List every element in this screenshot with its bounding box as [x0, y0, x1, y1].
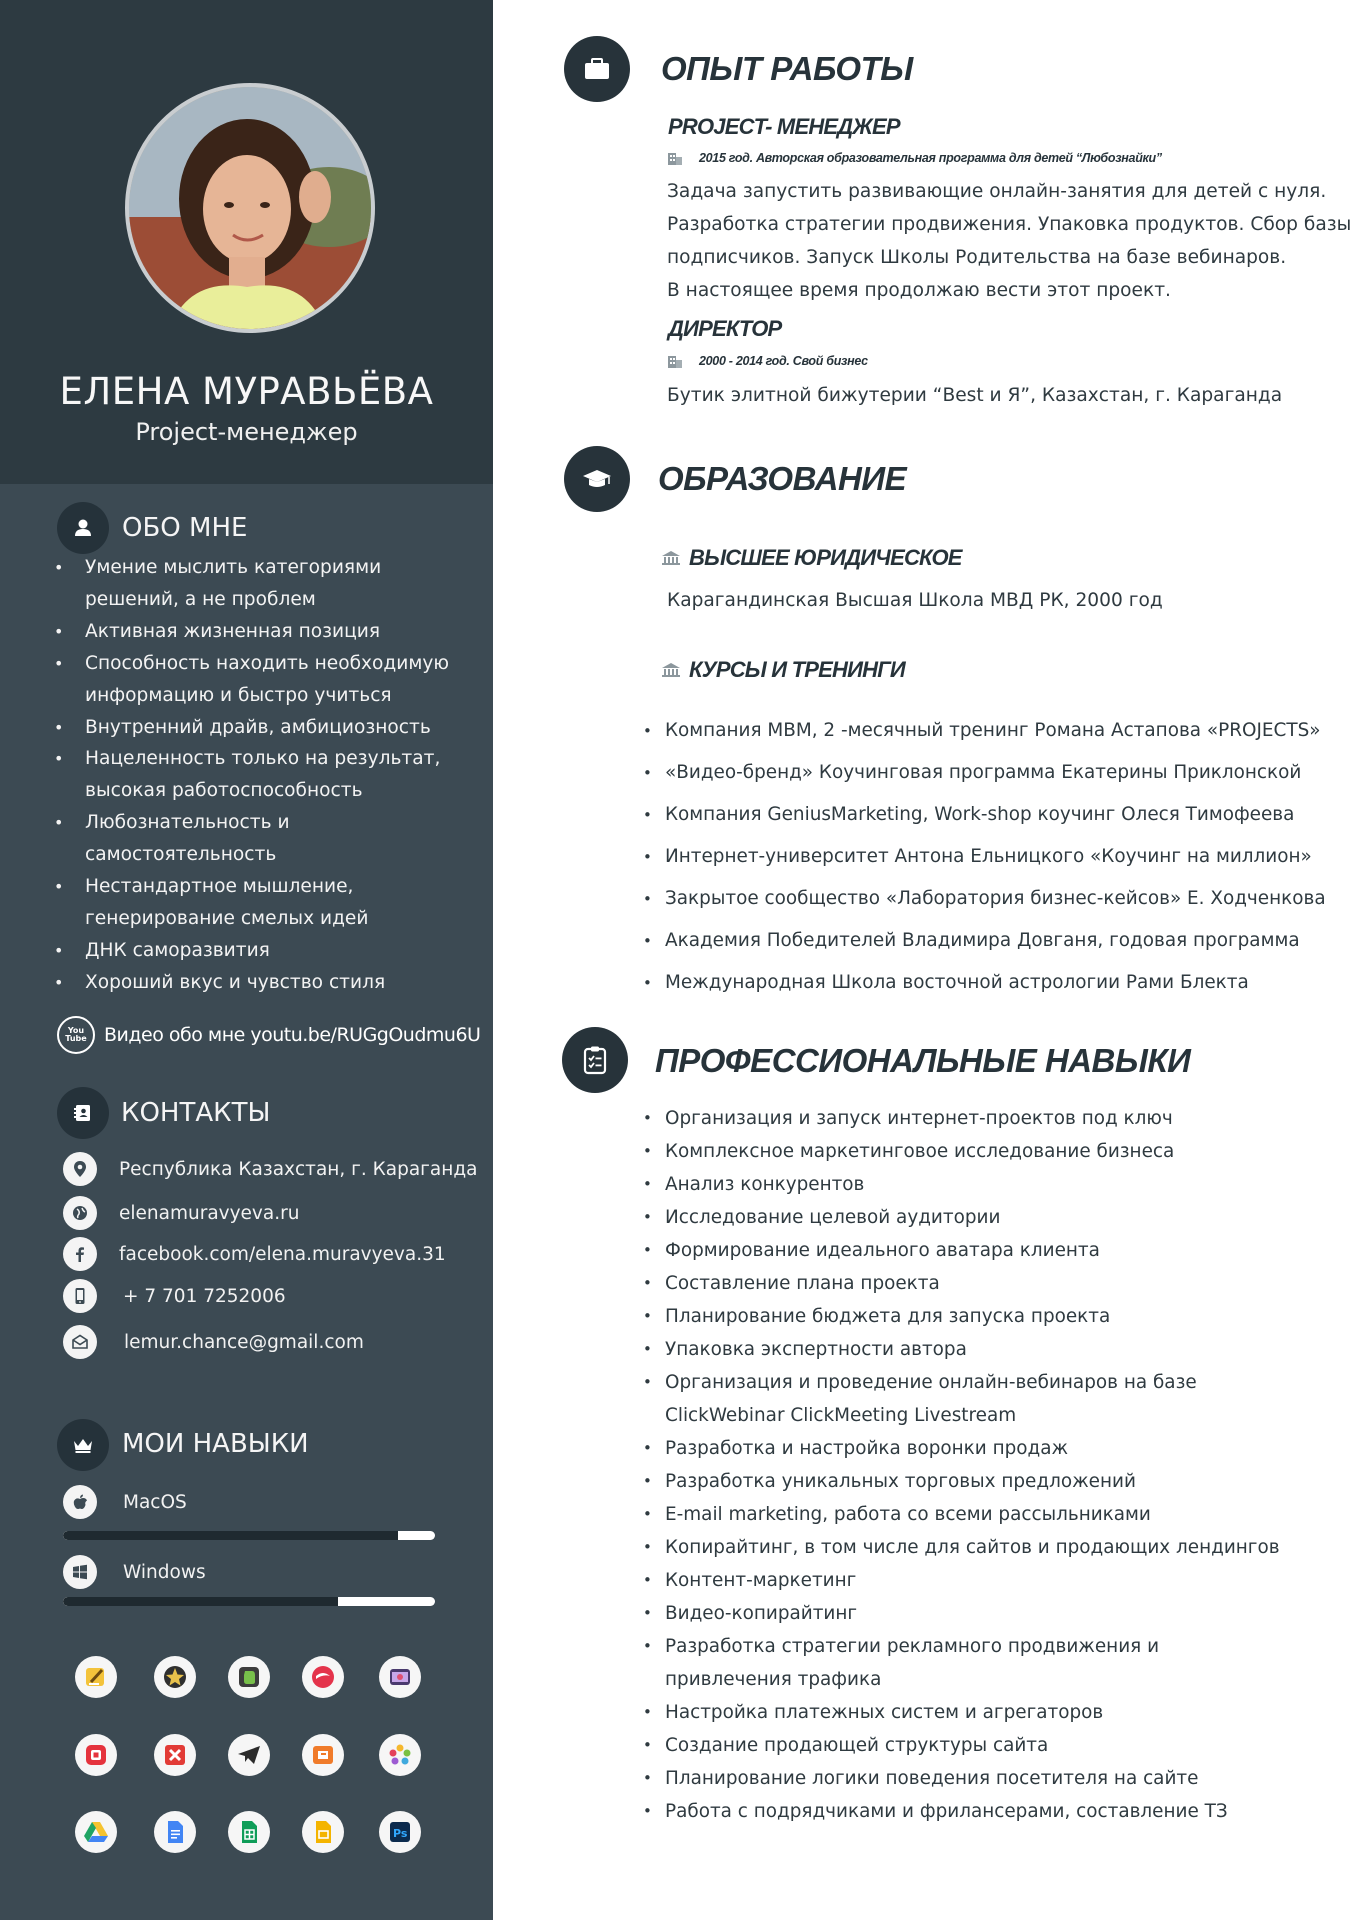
skill-bar-windows [63, 1597, 435, 1606]
list-item: • Упаковка экспертности автора [641, 1333, 1280, 1366]
skill-label: MacOS [123, 1491, 187, 1513]
job-description [667, 176, 1351, 308]
list-item: • E-mail marketing, работа со всеми рассыльниками [641, 1498, 1280, 1531]
pro-skills-list [641, 1102, 1280, 1828]
skill-windows [63, 1555, 206, 1589]
email-link[interactable]: lemur.chance@gmail.com [124, 1331, 364, 1353]
list-item: • Нестандартное мышление, генерирование смелых идей [54, 871, 474, 935]
list-item-line: привлечения трафика [665, 1669, 882, 1690]
text-line: Карагандинская Высшая Школа МВД РК, 2000 год [667, 590, 1163, 611]
xmind-icon [302, 1656, 344, 1698]
list-item: • ДНК саморазвития [54, 935, 474, 967]
list-item: • «Видео-бренд» Коучинговая программа Екатерины Приклонской [641, 752, 1326, 794]
list-item-line: Организация и проведение онлайн-вебинаров на базе [665, 1372, 1197, 1393]
list-item-line: Разработка стратегии рекламного продвижения и [665, 1636, 1160, 1657]
list-item: • Настройка платежных систем и агрегаторов [641, 1696, 1280, 1729]
list-item: • Разработка и настройка воронки продаж [641, 1432, 1280, 1465]
keynote-icon [75, 1734, 117, 1776]
list-item: • Контент-маркетинг [641, 1564, 1280, 1597]
person-role: Project-менеджер [135, 418, 358, 446]
email-icon [63, 1325, 97, 1359]
list-item: • Компания GeniusMarketing, Work-shop коучинг Олеся Тимофеева [641, 794, 1326, 836]
globe-icon [63, 1196, 97, 1230]
university-icon [661, 550, 681, 566]
skill-bar-macos [63, 1531, 435, 1540]
job-title: PROJECT- МЕНЕДЖЕР [668, 114, 900, 139]
skills-title: МОИ НАВЫКИ [122, 1429, 309, 1459]
experience-title: ОПЫТ РАБОТЫ [661, 50, 913, 87]
list-item: • Нацеленность только на результат, высокая работоспособность [54, 743, 474, 807]
photos-icon [379, 1734, 421, 1776]
contact-address [63, 1151, 478, 1187]
job-meta [667, 150, 1162, 166]
windows-icon [63, 1555, 97, 1589]
list-item: • Способность находить необходимую информацию и быстро учиться [54, 648, 474, 712]
facebook-icon [63, 1237, 97, 1271]
job-meta [667, 353, 868, 369]
list-item: • Умение мыслить категориями решений, а не проблем [54, 552, 474, 616]
text-line: Разработка стратегии продвижения. Упаковка продуктов. Сбор базы [667, 213, 1352, 235]
svg-text:Ps: Ps [393, 1827, 408, 1840]
profile-photo [125, 83, 375, 333]
list-item: • Компания МВМ, 2 -месячный тренинг Романа Астапова «PROJECTS» [641, 710, 1326, 752]
crown-icon [57, 1419, 109, 1471]
university-icon [661, 662, 681, 678]
contact-phone [63, 1278, 286, 1314]
list-item-line: ClickWebinar ClickMeeting Livestream [665, 1405, 1017, 1426]
evernote-icon [228, 1656, 270, 1698]
list-item: • Анализ конкурентов [641, 1168, 1280, 1201]
building-icon [667, 353, 683, 369]
list-item: • Копирайтинг, в том числе для сайтов и продающих лендингов [641, 1531, 1280, 1564]
contacts-book-icon [57, 1087, 109, 1139]
list-item: • Любознательность и самостоятельность [54, 807, 474, 871]
video-link-text: Видео обо мне youtu.be/RUGgOudmu6U [104, 1024, 481, 1046]
skill-macos [63, 1485, 187, 1519]
list-item [641, 1630, 1280, 1696]
ispring-icon [302, 1734, 344, 1776]
graduation-cap-icon [564, 446, 630, 512]
list-item: • Исследование целевой аудитории [641, 1201, 1280, 1234]
list-item: • Составление плана проекта [641, 1267, 1280, 1300]
list-item [641, 1366, 1280, 1432]
higher-education-title: ВЫСШЕЕ ЮРИДИЧЕСКОЕ [689, 545, 962, 570]
profile-header [0, 0, 493, 484]
job-meta-text: 2000 - 2014 год. Свой бизнес [699, 354, 868, 368]
sidebar [0, 0, 493, 1920]
about-list [54, 552, 474, 999]
google-drive-icon [75, 1811, 117, 1853]
courses-list [641, 710, 1326, 1004]
job-title: ДИРЕКТОР [668, 316, 782, 341]
list-item: • Международная Школа восточной астрологии Рами Блекта [641, 962, 1326, 1004]
text-line: Бутик элитной бижутерии “Best и Я”, Казахстан, г. Караганда [667, 385, 1283, 406]
apple-icon [63, 1485, 97, 1519]
job-description [667, 380, 1282, 413]
contact-email[interactable] [63, 1324, 364, 1360]
skill-bar-fill [63, 1597, 338, 1606]
list-item: • Академия Победителей Владимира Довганя, годовая программа [641, 920, 1326, 962]
job-meta-text: 2015 год. Авторская образовательная программа для детей “Любознайки” [699, 151, 1162, 165]
pro-skills-title: ПРОФЕССИОНАЛЬНЫЕ НАВЫКИ [655, 1042, 1191, 1079]
final-cut-icon [379, 1656, 421, 1698]
list-item: • Хороший вкус и чувство стиля [54, 967, 474, 999]
telegram-icon [228, 1734, 270, 1776]
imovie-icon [154, 1656, 196, 1698]
mindmanager-icon [154, 1734, 196, 1776]
higher-education-text [667, 585, 1163, 618]
list-item: • Интернет-университет Антона Ельницкого «Коучинг на миллион» [641, 836, 1326, 878]
list-item: • Активная жизненная позиция [54, 616, 474, 648]
google-slides-icon [302, 1811, 344, 1853]
skill-bar-fill [63, 1531, 398, 1540]
skill-label: Windows [123, 1561, 206, 1583]
photoshop-icon [379, 1811, 421, 1853]
google-sheets-icon [228, 1811, 270, 1853]
text-line: подписчиков. Запуск Школы Родительства на базе вебинаров. [667, 246, 1287, 268]
about-title: ОБО МНЕ [122, 513, 248, 543]
contact-website[interactable] [63, 1195, 300, 1231]
contacts-title: КОНТАКТЫ [121, 1098, 271, 1128]
courses-heading [661, 657, 905, 683]
website-link[interactable]: elenamuravyeva.ru [119, 1202, 300, 1224]
pages-icon [75, 1656, 117, 1698]
list-item: • Организация и запуск интернет-проектов под ключ [641, 1102, 1280, 1135]
list-item: • Разработка уникальных торговых предложений [641, 1465, 1280, 1498]
courses-title: КУРСЫ И ТРЕНИНГИ [689, 657, 905, 682]
briefcase-icon [564, 36, 630, 102]
list-item: • Видео-копирайтинг [641, 1597, 1280, 1630]
google-docs-icon [154, 1811, 196, 1853]
list-item: • Создание продающей структуры сайта [641, 1729, 1280, 1762]
list-item: • Формирование идеального аватара клиента [641, 1234, 1280, 1267]
list-item: • Работа с подрядчиками и фрилансерами, составление ТЗ [641, 1795, 1280, 1828]
phone-icon [63, 1279, 97, 1313]
list-item: • Комплексное маркетинговое исследование бизнеса [641, 1135, 1280, 1168]
address-text: Республика Казахстан, г. Караганда [119, 1158, 478, 1180]
text-line: В настоящее время продолжаю вести этот проект. [667, 279, 1171, 301]
list-item: • Закрытое сообщество «Лаборатория бизнес-кейсов» Е. Ходченкова [641, 878, 1326, 920]
phone-text: + 7 701 7252006 [123, 1285, 286, 1307]
list-item: • Планирование логики поведения посетителя на сайте [641, 1762, 1280, 1795]
list-item: • Планирование бюджета для запуска проекта [641, 1300, 1280, 1333]
contact-facebook[interactable] [63, 1236, 446, 1272]
higher-education-heading [661, 545, 962, 571]
video-link[interactable] [57, 1015, 480, 1055]
facebook-link[interactable]: facebook.com/elena.muravyeva.31 [119, 1243, 446, 1265]
user-icon [57, 502, 109, 554]
building-icon [667, 150, 683, 166]
clipboard-checklist-icon [562, 1027, 628, 1093]
education-title: ОБРАЗОВАНИЕ [658, 460, 907, 497]
youtube-icon: You Tube [57, 1016, 95, 1054]
text-line: Задача запустить развивающие онлайн-занятия для детей с нуля. [667, 181, 1327, 202]
person-name: ЕЛЕНА МУРАВЬЁВА [59, 370, 434, 413]
location-pin-icon [63, 1152, 97, 1186]
list-item: • Внутренний драйв, амбициозность [54, 712, 474, 744]
